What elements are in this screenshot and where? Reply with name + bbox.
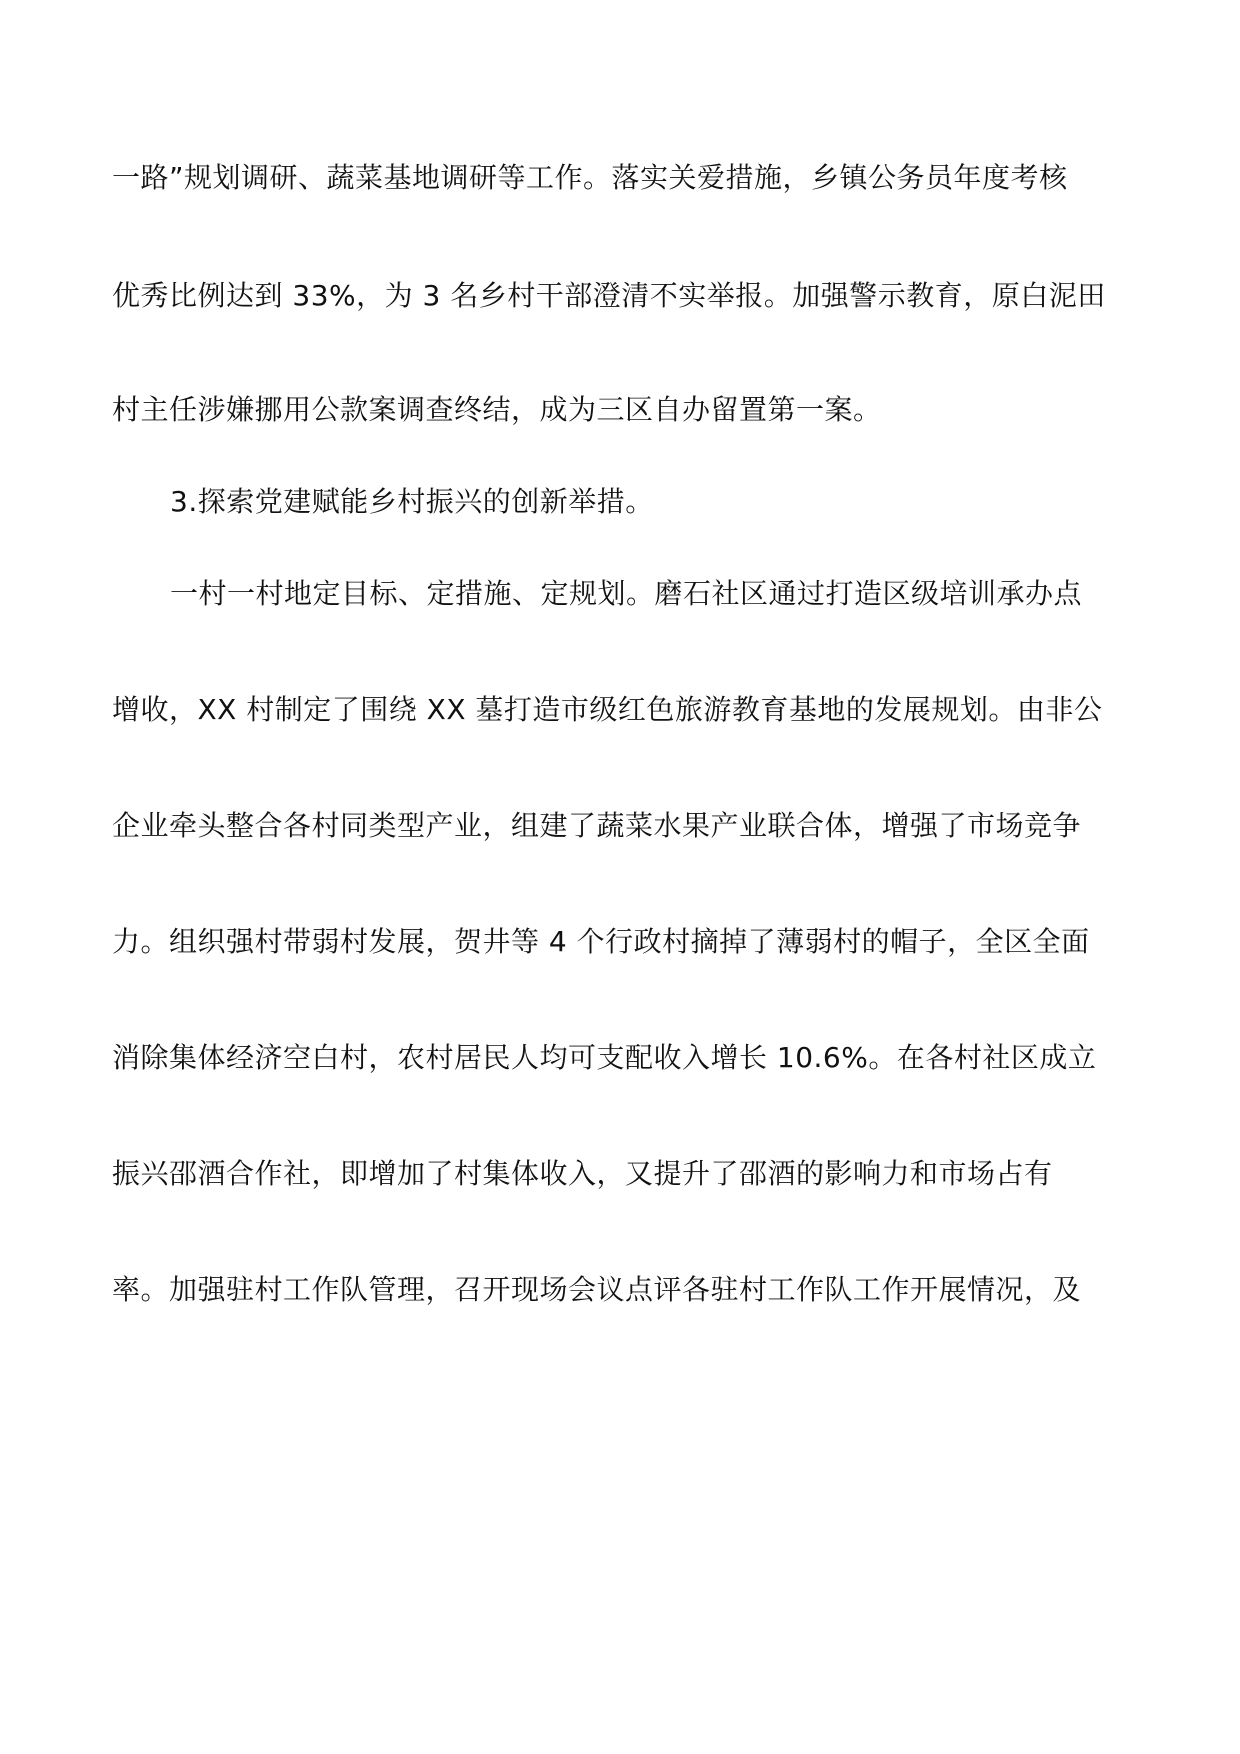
paragraph2-line-4: 力。组织强村带弱村发展，贺井等 4 个行政村摘掉了薄弱村的帽子，全区全面	[112, 925, 1090, 958]
paragraph2-line-7: 率。加强驻村工作队管理，召开现场会议点评各驻村工作队工作开展情况，及	[112, 1273, 1082, 1306]
paragraph2-line-6: 振兴邵酒合作社，即增加了村集体收入，又提升了邵酒的影响力和市场占有	[112, 1157, 1053, 1190]
paragraph1-line-3: 村主任涉嫌挪用公款案调查终结，成为三区自办留置第一案。	[112, 393, 882, 426]
paragraph2-line-5: 消除集体经济空白村，农村居民人均可支配收入增长 10.6%。在各村社区成立	[112, 1041, 1097, 1074]
paragraph2-line-3: 企业牵头整合各村同类型产业，组建了蔬菜水果产业联合体，增强了市场竞争	[112, 809, 1082, 842]
paragraph2-line-2: 增收，XX 村制定了围绕 XX 墓打造市级红色旅游教育基地的发展规划。由非公	[112, 693, 1103, 726]
paragraph2-line-1: 一村一村地定目标、定措施、定规划。磨石社区通过打造区级培训承办点	[170, 577, 1083, 610]
paragraph1-line-1: 一路”规划调研、蔬菜基地调研等工作。落实关爱措施，乡镇公务员年度考核	[112, 161, 1068, 194]
paragraph1-line-2: 优秀比例达到 33%，为 3 名乡村干部澄清不实举报。加强警示教育，原白泥田	[112, 279, 1106, 312]
section-heading: 3.探索党建赋能乡村振兴的创新举措。	[170, 485, 654, 518]
